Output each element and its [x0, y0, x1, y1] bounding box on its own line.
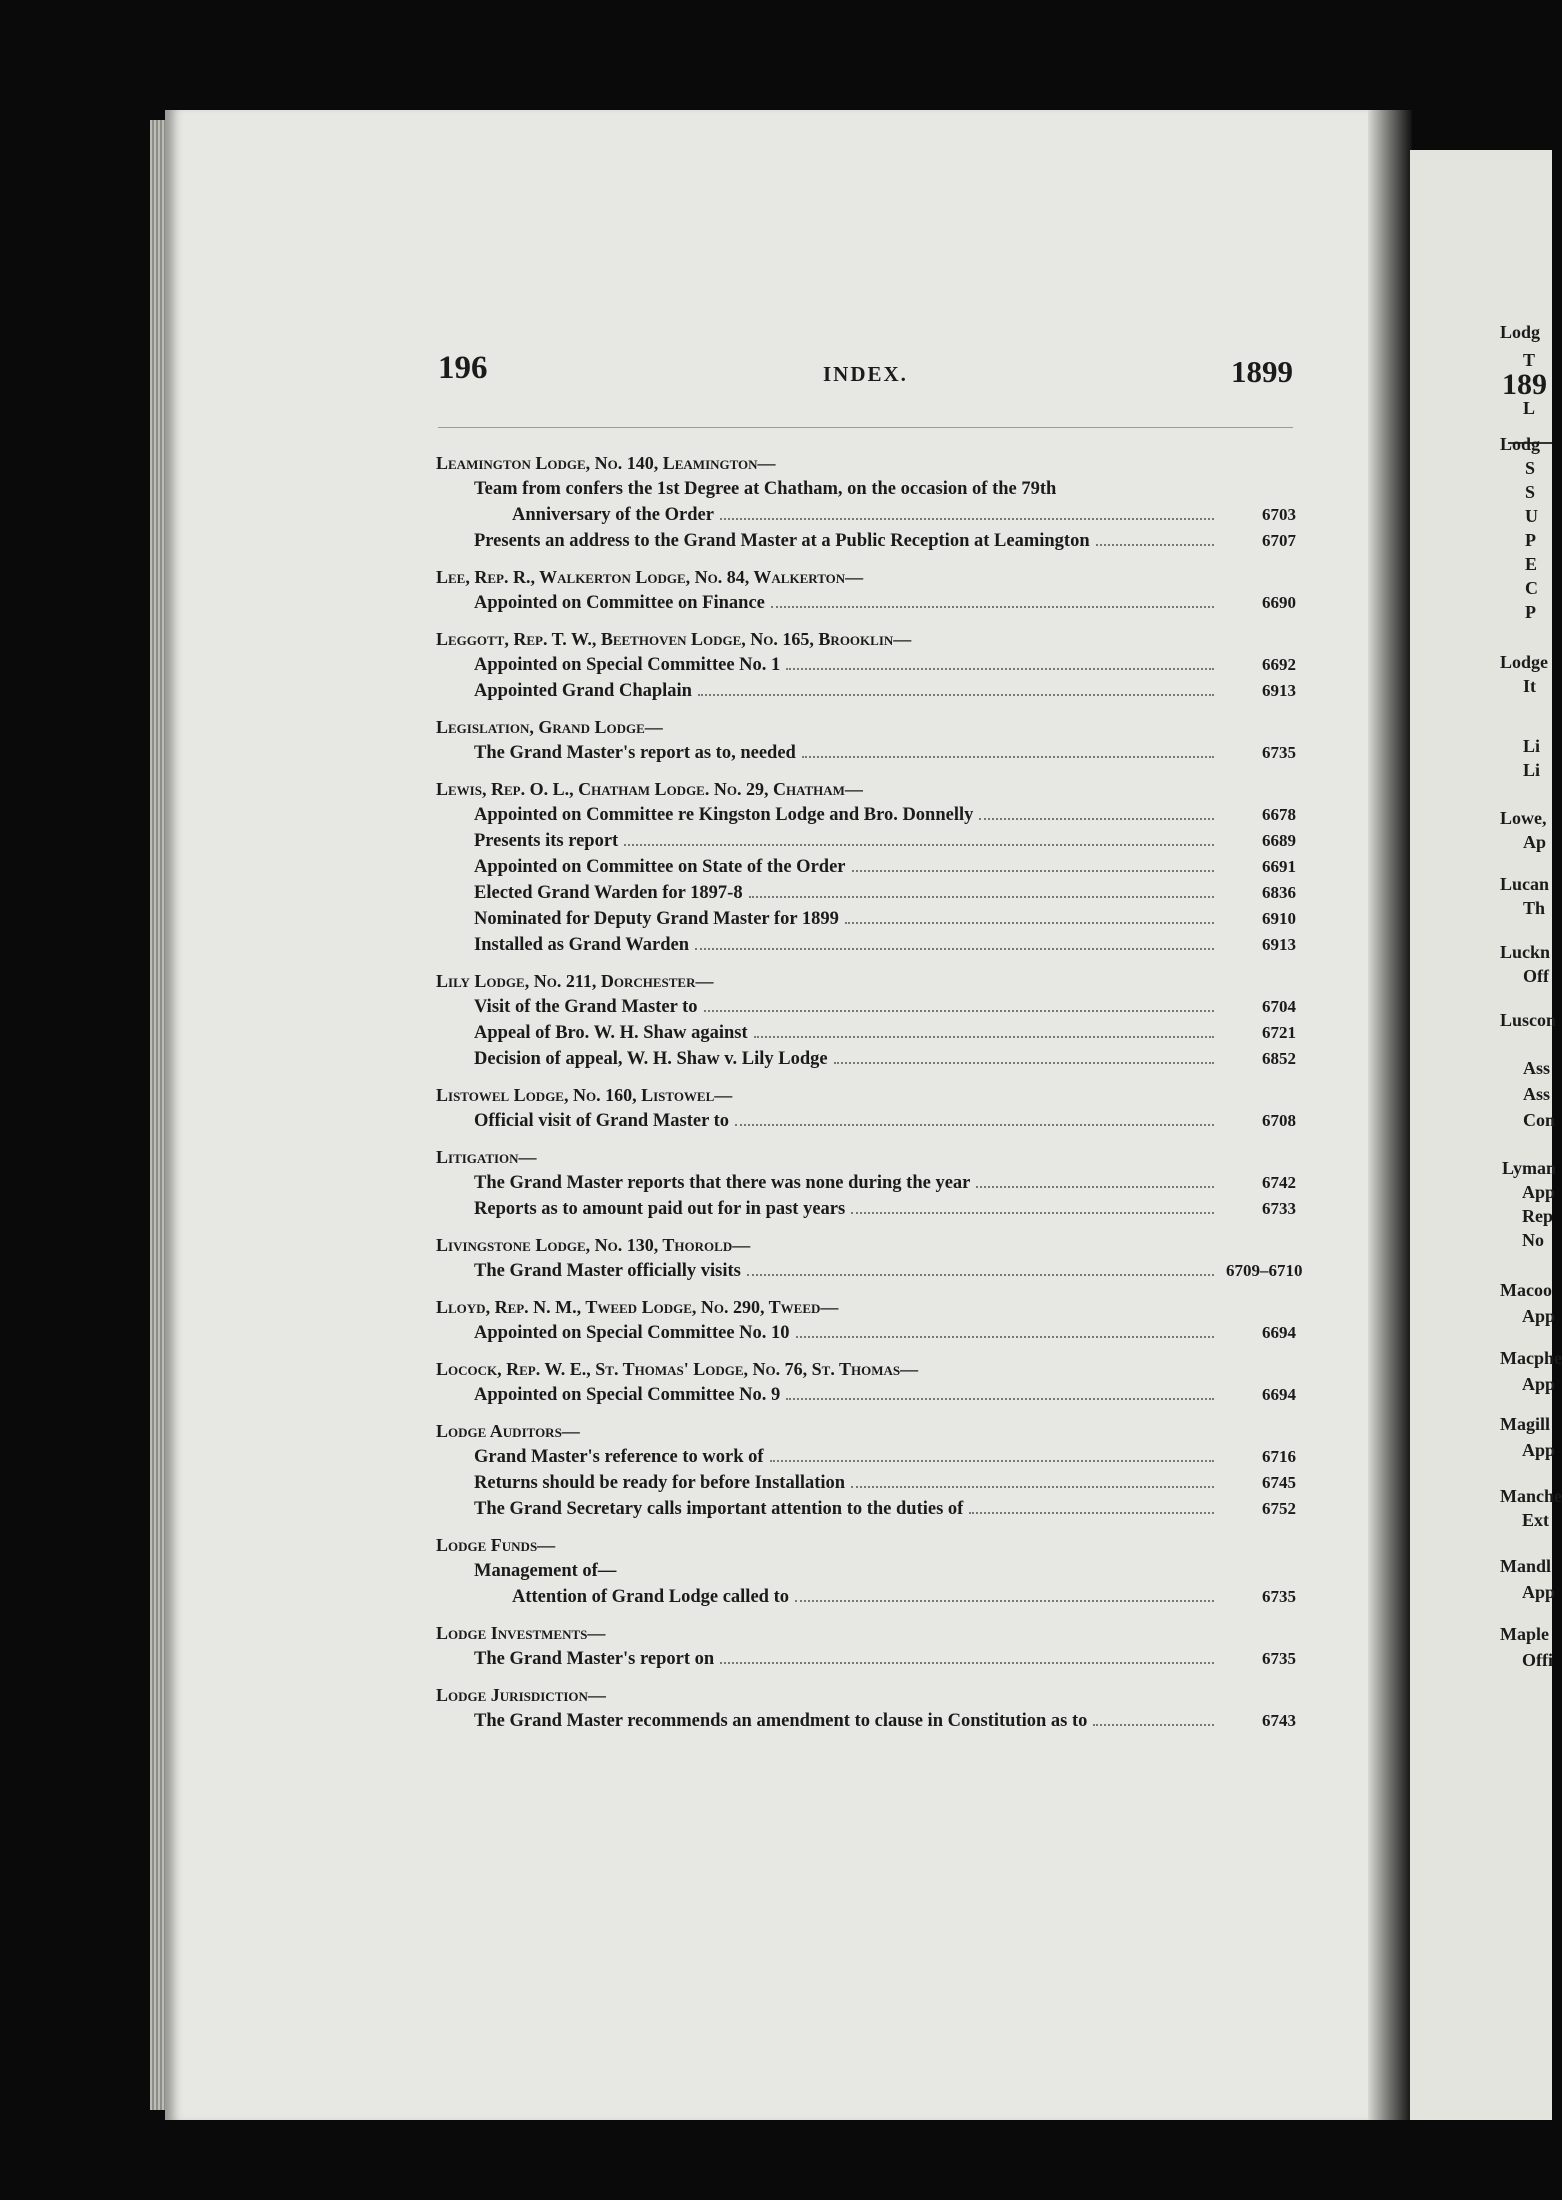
page-reference: 6743: [1262, 1711, 1296, 1730]
next-page-text: S: [1525, 458, 1536, 478]
entry-text: Official visit of Grand Master to: [474, 1111, 730, 1131]
entry-text: Presents its report: [474, 831, 619, 851]
next-page-text: Ext: [1522, 1510, 1549, 1530]
next-page-text: App: [1522, 1440, 1556, 1460]
entry-heading: Lodge Auditors—: [436, 1421, 580, 1441]
index-entry: [436, 564, 1296, 616]
next-page-text: E: [1525, 554, 1538, 574]
page-reference: 6735: [1262, 743, 1296, 762]
index-entry: [436, 450, 1296, 554]
page-reference: 6836: [1262, 883, 1296, 902]
entry-text: Elected Grand Warden for 1897-8: [474, 883, 743, 903]
next-page-text: P: [1525, 530, 1536, 550]
entry-text: Reports as to amount paid out for in past years: [474, 1199, 846, 1219]
entry-line: [436, 740, 1296, 766]
page-reference: 6721: [1262, 1023, 1296, 1042]
entry-line: [436, 854, 1296, 880]
entry-line: [436, 994, 1296, 1020]
dot-leader: [770, 1460, 1214, 1462]
next-page-text: Luckn: [1500, 942, 1551, 962]
page-reference: 6708: [1262, 1111, 1296, 1130]
page-reference: 6735: [1262, 1587, 1296, 1606]
next-page-text: Ap: [1523, 832, 1547, 852]
dot-leader: [845, 922, 1214, 924]
next-page-text: Lyman: [1502, 1158, 1557, 1178]
entry-line: [436, 528, 1296, 554]
entry-line: [436, 1020, 1296, 1046]
page-number: 196: [438, 350, 488, 386]
entry-text: Anniversary of the Order: [512, 505, 714, 525]
entry-line: [436, 1258, 1303, 1284]
entry-text: Appointed on Special Committee No. 1: [474, 655, 781, 675]
next-page-text: App: [1522, 1306, 1556, 1326]
entry-heading: Livingstone Lodge, No. 130, Thorold—: [436, 1235, 751, 1255]
dot-leader: [834, 1062, 1214, 1064]
next-page-text: S: [1525, 482, 1536, 502]
entry-heading: Litigation—: [436, 1147, 537, 1167]
next-page-text: Maple: [1500, 1624, 1549, 1644]
entry-text: The Grand Secretary calls important attention to the duties of: [474, 1499, 964, 1519]
entry-line: [436, 1046, 1296, 1072]
entry-text: Appointed on Special Committee No. 10: [474, 1323, 790, 1343]
page-header: [438, 350, 1293, 400]
dot-leader: [969, 1512, 1214, 1514]
next-page-text: T: [1523, 350, 1536, 370]
next-page-text: U: [1525, 506, 1538, 526]
dot-leader: [795, 1600, 1214, 1602]
entry-text: Returns should be ready for before Installation: [474, 1473, 846, 1493]
index-entry: [436, 1356, 1296, 1408]
entry-text: Installed as Grand Warden: [474, 935, 690, 955]
dot-leader: [976, 1186, 1214, 1188]
next-page-text: No: [1522, 1230, 1544, 1250]
entry-heading: Lodge Funds—: [436, 1535, 556, 1555]
entry-line: [436, 1444, 1296, 1470]
page-reference: 6735: [1262, 1649, 1296, 1668]
entry-text: Appointed on Special Committee No. 9: [474, 1385, 781, 1405]
next-page-text: App: [1522, 1374, 1556, 1394]
entry-line: [436, 1320, 1296, 1346]
dot-leader: [747, 1274, 1214, 1276]
dot-leader: [1096, 544, 1214, 546]
entry-heading: Lodge Jurisdiction—: [436, 1685, 606, 1705]
entry-line: [436, 880, 1296, 906]
next-page-text: P: [1525, 602, 1536, 622]
entry-line: [436, 678, 1296, 704]
page-reference: 6733: [1262, 1199, 1296, 1218]
next-page-text: Ass: [1523, 1084, 1551, 1104]
index-entry: [436, 1082, 1296, 1134]
page-reference: 6709–6710: [1226, 1261, 1303, 1280]
dot-leader: [754, 1036, 1214, 1038]
page-reference: 6694: [1262, 1385, 1296, 1404]
entry-text: Management of—: [474, 1561, 617, 1581]
dot-leader: [851, 1486, 1214, 1488]
page-reference: 6690: [1262, 593, 1296, 612]
next-page-text: Off: [1523, 966, 1549, 986]
next-page-text: App: [1522, 1182, 1556, 1202]
entry-line: [436, 906, 1296, 932]
entry-line: [436, 1496, 1296, 1522]
dot-leader: [771, 606, 1214, 608]
entry-heading: Lewis, Rep. O. L., Chatham Lodge. No. 29, Chatham—: [436, 779, 863, 799]
dot-leader: [720, 1662, 1214, 1664]
header-rule: [438, 427, 1293, 428]
next-page-text: Mandl: [1500, 1556, 1552, 1576]
page-reference: 6689: [1262, 831, 1296, 850]
entry-text: The Grand Master recommends an amendment to clause in Constitution as to: [474, 1711, 1088, 1731]
entry-text: Decision of appeal, W. H. Shaw v. Lily Lodge: [474, 1049, 828, 1069]
entry-heading: Locock, Rep. W. E., St. Thomas' Lodge, No. 76, St. Thomas—: [436, 1359, 919, 1379]
page-reference: 6852: [1262, 1049, 1296, 1068]
page-year: 1899: [1231, 354, 1293, 389]
next-page-text: L: [1523, 398, 1536, 418]
next-page-fragment: [1410, 150, 1562, 2120]
next-page-text: Macoo: [1500, 1280, 1552, 1300]
next-page-text: Lucan: [1500, 874, 1550, 894]
dot-leader: [851, 1212, 1214, 1214]
entry-line: [436, 1558, 1296, 1584]
next-page-text: Luscon: [1500, 1010, 1557, 1030]
dot-leader: [852, 870, 1215, 872]
book-gutter: [1368, 110, 1412, 2120]
entry-line: [436, 1196, 1296, 1222]
entry-line: [436, 502, 1296, 528]
entry-line: [436, 590, 1296, 616]
page-reference: 6913: [1262, 681, 1296, 700]
entry-text: Visit of the Grand Master to: [474, 997, 698, 1017]
entry-line: [436, 828, 1296, 854]
index-entry: [436, 1620, 1296, 1672]
page-reference: 6745: [1262, 1473, 1296, 1492]
dot-leader: [704, 1010, 1214, 1012]
dot-leader: [802, 756, 1214, 758]
next-page-text: App: [1522, 1582, 1556, 1602]
next-page-text: Li: [1523, 760, 1541, 780]
entry-text: The Grand Master officially visits: [474, 1261, 741, 1281]
dot-leader: [720, 518, 1214, 520]
index-entry: [436, 1144, 1296, 1222]
entry-text: Appointed on Committee on Finance: [474, 593, 765, 613]
entry-line: [436, 1470, 1296, 1496]
entry-text: Appointed Grand Chaplain: [474, 681, 692, 701]
entry-text: Appointed on Committee re Kingston Lodge and Bro. Donnelly: [474, 805, 974, 825]
entry-heading: Lloyd, Rep. N. M., Tweed Lodge, No. 290, Tweed—: [436, 1297, 839, 1317]
dot-leader: [796, 1336, 1214, 1338]
entry-heading: Lily Lodge, No. 211, Dorchester—: [436, 971, 714, 991]
dot-leader: [749, 896, 1214, 898]
entry-text: Presents an address to the Grand Master at a Public Reception at Leamington: [474, 531, 1090, 551]
next-page-text: Offi: [1522, 1650, 1553, 1670]
entry-text: Appeal of Bro. W. H. Shaw against: [474, 1023, 748, 1043]
next-page-text: Lowe,: [1500, 808, 1547, 828]
entry-line: [436, 1170, 1296, 1196]
entry-line: [436, 932, 1296, 958]
page-reference: 6707: [1262, 531, 1296, 550]
next-page-text: Lodge: [1500, 652, 1549, 672]
next-page-text: Lodg: [1500, 434, 1541, 454]
entry-text: The Grand Master's report on: [474, 1649, 715, 1669]
page-reference: 6703: [1262, 505, 1296, 524]
dot-leader: [695, 948, 1214, 950]
next-page-text: Ass: [1523, 1058, 1551, 1078]
page-reference: 6704: [1262, 997, 1296, 1016]
next-page-text: Li: [1523, 736, 1541, 756]
index-entries: [436, 450, 1303, 1744]
entry-line: [436, 476, 1296, 502]
page-reference: 6716: [1262, 1447, 1296, 1466]
page-reference: 6910: [1262, 909, 1296, 928]
next-page-year: 189: [1502, 368, 1547, 401]
dot-leader: [786, 668, 1214, 670]
next-page-text: C: [1525, 578, 1538, 598]
dot-leader: [1093, 1724, 1214, 1726]
entry-text: Team from confers the 1st Degree at Chatham, on the occasion of the 79th: [474, 479, 1057, 499]
page-title: INDEX.: [823, 362, 908, 386]
index-entry: [436, 1232, 1303, 1284]
index-entry: [436, 1532, 1296, 1610]
entry-heading: Leggott, Rep. T. W., Beethoven Lodge, No. 165, Brooklin—: [436, 629, 912, 649]
next-page-text: Con: [1523, 1110, 1556, 1130]
entry-line: [436, 1382, 1296, 1408]
next-page-text: Th: [1523, 898, 1546, 918]
next-page-text: Manche: [1500, 1486, 1562, 1506]
entry-heading: Lodge Investments—: [436, 1623, 606, 1643]
next-page-text: Magill: [1500, 1414, 1550, 1434]
dot-leader: [735, 1124, 1214, 1126]
dot-leader: [979, 818, 1214, 820]
entry-line: [436, 1708, 1296, 1734]
entry-text: Attention of Grand Lodge called to: [512, 1587, 789, 1607]
entry-line: [436, 1584, 1296, 1610]
entry-text: Nominated for Deputy Grand Master for 1899: [474, 909, 839, 929]
index-entry: [436, 1418, 1296, 1522]
entry-heading: Lee, Rep. R., Walkerton Lodge, No. 84, Walkerton—: [436, 567, 864, 587]
dot-leader: [698, 694, 1214, 696]
entry-text: The Grand Master's report as to, needed: [474, 743, 796, 763]
page-reference: 6913: [1262, 935, 1296, 954]
index-entry: [436, 714, 1296, 766]
index-entry: [436, 968, 1296, 1072]
next-page-text: Lodg: [1500, 322, 1541, 342]
entry-line: [436, 1646, 1296, 1672]
index-entry: [436, 1294, 1296, 1346]
next-page-text: It: [1523, 676, 1536, 696]
entry-line: [436, 1108, 1296, 1134]
dot-leader: [624, 844, 1214, 846]
page-reference: 6691: [1262, 857, 1296, 876]
entry-line: [436, 802, 1296, 828]
page-reference: 6694: [1262, 1323, 1296, 1342]
entry-heading: Leamington Lodge, No. 140, Leamington—: [436, 453, 776, 473]
entry-text: Appointed on Committee on State of the Order: [474, 857, 846, 877]
entry-text: The Grand Master reports that there was none during the year: [474, 1173, 971, 1193]
index-entry: [436, 626, 1296, 704]
page-reference: 6752: [1262, 1499, 1296, 1518]
entry-text: Grand Master's reference to work of: [474, 1447, 764, 1467]
next-page-text: Macphe: [1500, 1348, 1562, 1368]
entry-line: [436, 652, 1296, 678]
next-page-text: Rep: [1522, 1206, 1553, 1226]
page-reference: 6742: [1262, 1173, 1296, 1192]
dot-leader: [786, 1398, 1214, 1400]
page-reference: 6692: [1262, 655, 1296, 674]
page-reference: 6678: [1262, 805, 1296, 824]
index-entry: [436, 776, 1296, 958]
entry-heading: Legislation, Grand Lodge—: [436, 717, 663, 737]
index-entry: [436, 1682, 1296, 1734]
entry-heading: Listowel Lodge, No. 160, Listowel—: [436, 1085, 733, 1105]
